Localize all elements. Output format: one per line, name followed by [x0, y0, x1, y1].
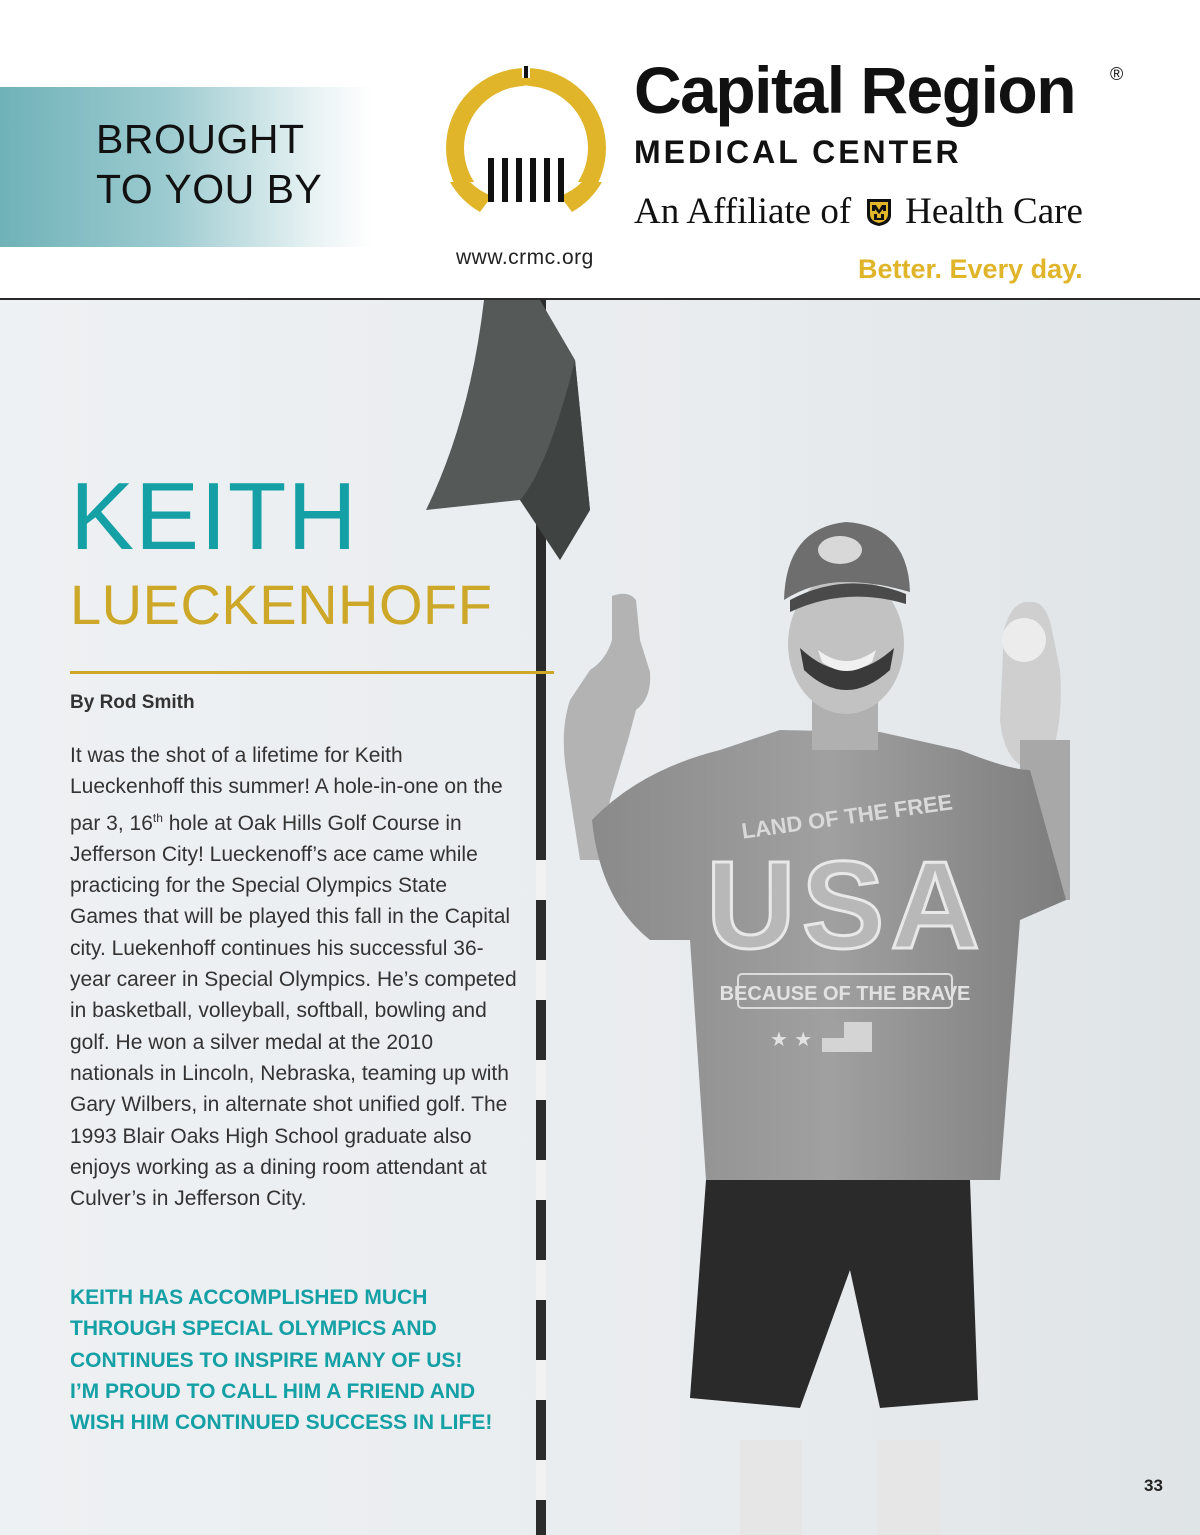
quote-line-3: CONTINUES TO INSPIRE MANY OF US!: [70, 1348, 463, 1372]
svg-text:★ ★: ★ ★: [770, 1027, 813, 1051]
page-number: 33: [1144, 1476, 1163, 1495]
title-divider: [70, 671, 554, 674]
logo-subtitle: MEDICAL CENTER: [634, 134, 962, 170]
article-title-first-name: KEITH: [70, 463, 358, 570]
byline: By Rod Smith: [70, 692, 195, 713]
body-text-part-2: hole at Oak Hills Golf Course in Jefferson City! Lueckenoff’s ace came while practicing for the Special Olympics State Games that will be played this fall in the Capital city. Luekenhoff continues his successful 36-year career in Special Olympics. He’s competed in basketball, volleyball, softball, bowling and golf. He won a silver medal at the 2010 nationals in Lincoln, Nebraska, teaming up with Gary Wilbers, in alternate shot unified golf. The 1993 Blair Oaks High School graduate also enjoys working as a dining room attendant at Culver’s in Jefferson City.: [70, 811, 517, 1211]
brought-to-you-text: [96, 114, 396, 214]
website-url[interactable]: www.crmc.org: [456, 246, 594, 269]
shirt-text-brave: BECAUSE OF THE BRAVE: [719, 983, 971, 1005]
article-title-last-name: LUECKENHOFF: [70, 573, 493, 636]
mizzou-tiger-icon: [865, 197, 893, 227]
shirt-text-land: LAND OF THE FREE: [739, 789, 954, 844]
quote-line-2: THROUGH SPECIAL OLYMPICS AND: [70, 1317, 437, 1341]
registered-mark: ®: [1110, 64, 1124, 84]
affiliate-line: [634, 190, 1083, 233]
golf-ball: [1002, 618, 1046, 662]
article-paragraph: [70, 740, 520, 1214]
sponsor-header: [0, 0, 1200, 300]
body-text-part-1: It was the shot of a lifetime for Keith Lueckenhoff this summer! A hole-in-one on the par 3, 16: [70, 744, 503, 835]
logo-title: Capital Region: [634, 53, 1076, 127]
article-body: [70, 740, 520, 1214]
shirt-text-usa: USA: [706, 837, 986, 975]
ordinal-suffix: th: [152, 810, 163, 825]
brought-line-2: TO YOU BY: [96, 166, 323, 212]
affiliate-suffix: Health Care: [905, 191, 1083, 232]
affiliate-prefix: An Affiliate of: [634, 191, 852, 232]
pull-quote: [70, 1282, 540, 1438]
quote-line-4: I’M PROUD TO CALL HIM A FRIEND AND: [70, 1379, 476, 1403]
quote-line-5: WISH HIM CONTINUED SUCCESS IN LIFE!: [70, 1411, 493, 1435]
brought-line-1: BROUGHT: [96, 116, 305, 162]
quote-line-1: KEITH HAS ACCOMPLISHED MUCH: [70, 1286, 428, 1309]
tagline: Better. Every day.: [858, 254, 1083, 284]
capitol-dome-logo-icon: [440, 62, 612, 234]
